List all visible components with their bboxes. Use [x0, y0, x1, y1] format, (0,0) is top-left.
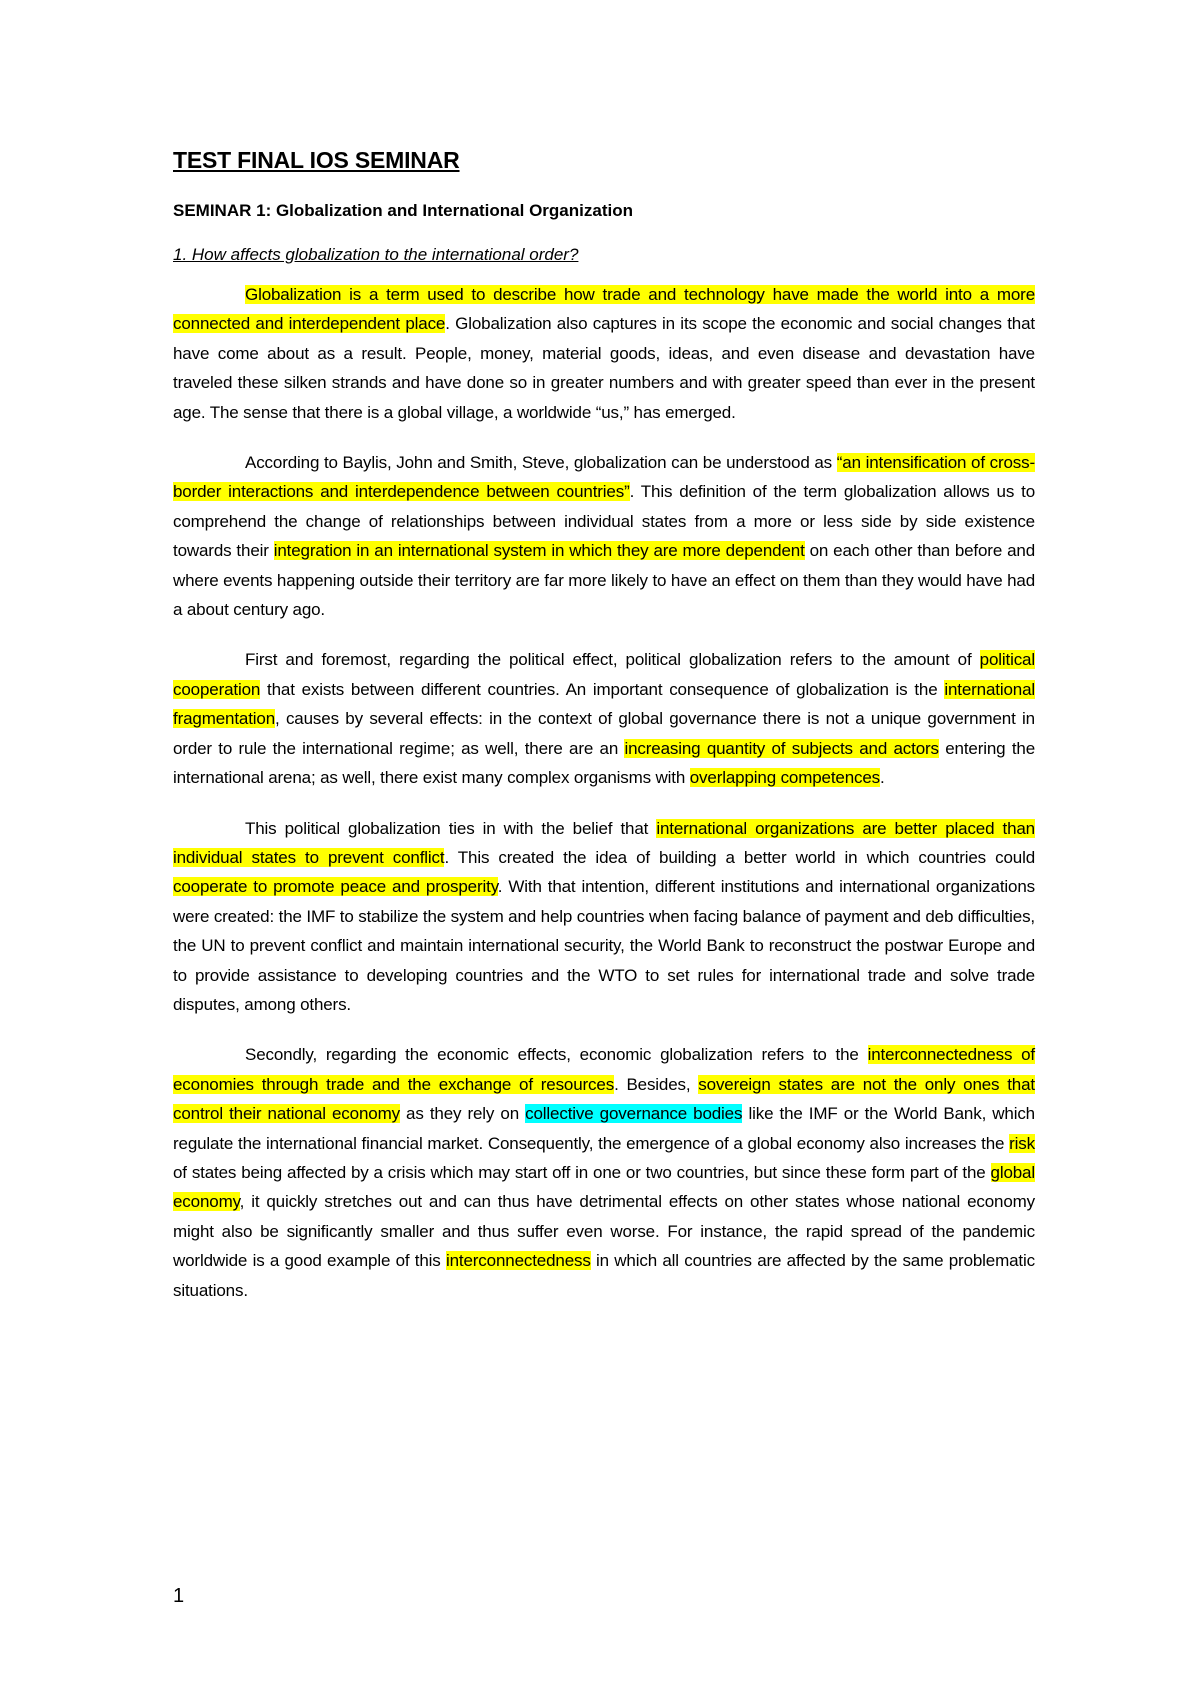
highlighted-text: interconnectedness of economies through trade and the exchange of resources	[173, 1045, 1035, 1094]
document-title: TEST FINAL IOS SEMINAR	[173, 147, 460, 173]
page-number: 1	[173, 1585, 185, 1607]
paragraph-text: , it quickly stretches out and can thus have detrimental effects on other states whose national economy might also be significantly smaller and thus suffer even worse. For instance, the rapid spread of the pandemic worldwide is a good example of this	[173, 1192, 1035, 1271]
paragraph-text: like the IMF or the World Bank, which regulate the international financial market. Consequently, the emergence of a global economy also increases the	[173, 1104, 1035, 1153]
paragraph-text: of states being affected by a crisis which may start off in one or two countries, but since these form part of the	[173, 1162, 991, 1182]
paragraph-text: Secondly, regarding the economic effects, economic globalization refers to the	[245, 1045, 868, 1065]
paragraph-text: According to Baylis, John and Smith, Steve, globalization can be understood as	[245, 453, 837, 473]
paragraph-text: This political globalization ties in with the belief that	[245, 818, 657, 838]
paragraph	[173, 1040, 1035, 1305]
paragraph-text: . Globalization also captures in its scope the economic and social changes that have come about as a result. People, money, material goods, ideas, and even disease and devastation have traveled these silken strands and have done so in greater numbers and with greater speed than ever in the present age. The sense that there is a global village, a worldwide “us,” has emerged.	[173, 314, 1035, 422]
paragraph-text: . This definition of the term globalization allows us to comprehend the change of relationships between individual states from a more or less side by side existence towards their	[173, 482, 1035, 561]
highlighted-text: cooperate to promote peace and prosperity	[173, 877, 498, 897]
paragraph-text: as they rely on	[399, 1104, 526, 1124]
seminar-heading: SEMINAR 1: Globalization and International Organization	[173, 201, 633, 220]
paragraph	[173, 645, 1035, 792]
highlighted-text: international fragmentation	[173, 679, 1035, 729]
highlighted-text: sovereign states are not the only ones that control their national economy	[173, 1074, 1035, 1124]
highlighted-text: risk	[1009, 1133, 1035, 1153]
paragraph-text: , causes by several effects: in the context of global governance there is not a unique government in order to rule the international regime; as well, there are an	[173, 709, 1035, 758]
highlighted-text: interconnectedness	[445, 1251, 591, 1271]
paragraph-text: on each other than before and where events happening outside their territory are far more likely to have an effect on them than they would have had a about century ago.	[173, 541, 1035, 620]
highlighted-text: integration in an international system in which they are more dependent	[273, 541, 805, 561]
paragraph-text: in which all countries are affected by the same problematic situations.	[173, 1251, 1035, 1300]
document-body	[173, 146, 1035, 1326]
highlighted-text: increasing quantity of subjects and actors	[624, 738, 939, 758]
question-heading: 1. How affects globalization to the international order?	[173, 245, 579, 264]
highlighted-text: collective governance bodies	[525, 1104, 743, 1124]
paragraph-text: that exists between different countries. An important consequence of globalization is the	[260, 679, 945, 699]
highlighted-text: international organizations are better placed than individual states to prevent conflict	[173, 818, 1035, 867]
paragraph-text: First and foremost, regarding the political effect, political globalization refers to the amount of	[245, 650, 980, 670]
highlighted-text: overlapping competences	[689, 768, 881, 788]
paragraph-text: . With that intention, different institutions and international organizations were created: the IMF to stabilize the system and help countries when facing balance of payment and deb difficulties, the UN to prevent conflict and maintain international security, the World Bank to reconstruct the postwar Europe and to provide assistance to developing countries and the WTO to set rules for international trade and solve trade disputes, among others.	[173, 877, 1035, 1014]
highlighted-text: political cooperation	[173, 650, 1035, 699]
highlighted-text: global economy	[173, 1162, 1035, 1212]
paragraph-text: . Besides,	[614, 1074, 699, 1094]
highlighted-text: Globalization is a term used to describe how trade and technology have made the world into a more connected and interdependent place	[173, 285, 1035, 334]
paragraph-text: entering the international arena; as well, there exist many complex organisms with	[173, 738, 1035, 788]
highlighted-text: “an intensification of cross-border interactions and interdependence between countries”	[173, 453, 1036, 502]
paragraph-list	[173, 280, 1035, 1305]
paragraph-text: .	[880, 768, 885, 788]
paragraph-text: . This created the idea of building a better world in which countries could	[444, 847, 1035, 867]
paragraph	[173, 280, 1035, 427]
paragraph	[173, 448, 1035, 624]
paragraph	[173, 814, 1035, 1020]
